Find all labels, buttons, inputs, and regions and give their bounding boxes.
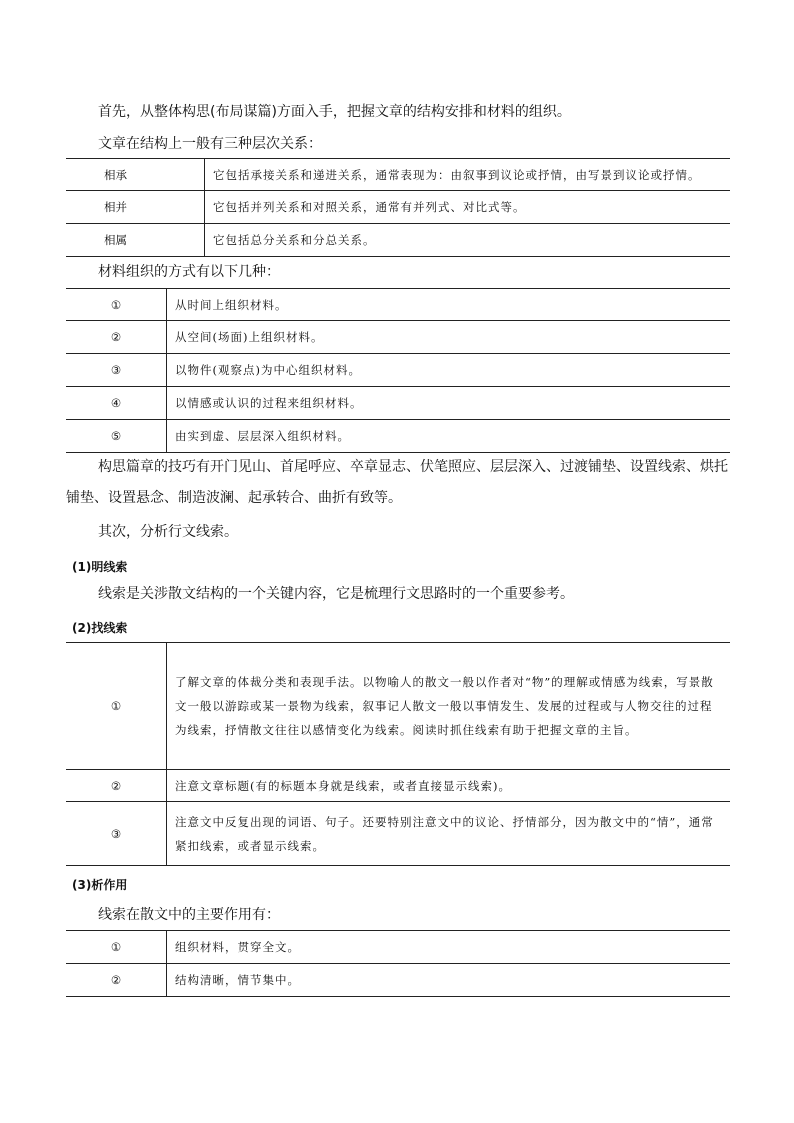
table-row [66, 387, 730, 420]
techniques-paragraph: 构思篇章的技巧有开门见山、首尾呼应、卒章显志、伏笔照应、层层深入、过渡铺垫、设置线索、烘托铺垫、设置悬念、制造波澜、起承转合、曲折有致等。 [66, 459, 728, 506]
table-row [66, 420, 730, 453]
second-line: 其次，分析行文线索。 [98, 524, 238, 540]
relation-name: 相并 [66, 191, 205, 224]
functions-table [66, 930, 730, 997]
section-1-text: 线索是关涉散文结构的一个关键内容，它是梳理行文思路时的一个重要参考。 [98, 586, 574, 602]
table-row [66, 802, 730, 866]
relation-desc: 它包括承接关系和递进关系，通常表现为：由叙事到议论或抒情，由写景到议论或抒情。 [205, 159, 731, 191]
clue-desc: 了解文章的体裁分类和表现手法。以物喻人的散文一般以作者对“物”的理解或情感为线索，写景散文一般以游踪或某一景物为线索，叙事记人散文一般以事情发生、发展的过程或与人物交往的过程为线索，抒情散文往往以感情变化为线索。阅读时抓住线索有助于把握文章的主旨。 [167, 643, 731, 770]
materials-table [66, 288, 730, 453]
function-num: ① [66, 931, 167, 964]
table-row [66, 159, 730, 191]
material-num: ⑤ [66, 420, 167, 453]
table-row [66, 354, 730, 387]
table-row [66, 224, 730, 257]
intro-line-2: 文章在结构上一般有三种层次关系： [98, 136, 322, 152]
material-desc: 从时间上组织材料。 [167, 289, 731, 321]
section-3-heading: (3)析作用 [72, 878, 128, 892]
section-2-heading: (2)找线索 [72, 621, 128, 635]
relations-table [66, 158, 730, 257]
material-desc: 以物件(观察点)为中心组织材料。 [167, 354, 731, 387]
table-row [66, 643, 730, 770]
material-desc: 以情感或认识的过程来组织材料。 [167, 387, 731, 420]
material-num: ① [66, 289, 167, 321]
material-desc: 从空间(场面)上组织材料。 [167, 321, 731, 354]
relation-name: 相属 [66, 224, 205, 257]
relation-name: 相承 [66, 159, 205, 191]
clue-num: ③ [66, 802, 167, 866]
clue-desc: 注意文章标题(有的标题本身就是线索，或者直接显示线索)。 [167, 770, 731, 802]
section-3-intro: 线索在散文中的主要作用有： [98, 907, 280, 923]
intro-line-1: 首先，从整体构思(布局谋篇)方面入手，把握文章的结构安排和材料的组织。 [98, 104, 571, 120]
clues-table [66, 642, 730, 866]
table-row [66, 931, 730, 964]
table-row [66, 964, 730, 997]
clue-num: ① [66, 643, 167, 770]
function-desc: 组织材料，贯穿全文。 [167, 931, 731, 964]
table-row [66, 321, 730, 354]
materials-intro: 材料组织的方式有以下几种： [98, 264, 280, 280]
table-row [66, 770, 730, 802]
material-num: ④ [66, 387, 167, 420]
clue-desc: 注意文中反复出现的词语、句子。还要特别注意文中的议论、抒情部分，因为散文中的“情”，通常紧扣线索，或者显示线索。 [167, 802, 731, 866]
relation-desc: 它包括并列关系和对照关系，通常有并列式、对比式等。 [205, 191, 731, 224]
table-row [66, 289, 730, 321]
relation-desc: 它包括总分关系和分总关系。 [205, 224, 731, 257]
section-1-heading: (1)明线索 [72, 560, 128, 574]
material-desc: 由实到虚、层层深入组织材料。 [167, 420, 731, 453]
function-desc: 结构清晰，情节集中。 [167, 964, 731, 997]
function-num: ② [66, 964, 167, 997]
material-num: ② [66, 321, 167, 354]
clue-num: ② [66, 770, 167, 802]
material-num: ③ [66, 354, 167, 387]
table-row [66, 191, 730, 224]
